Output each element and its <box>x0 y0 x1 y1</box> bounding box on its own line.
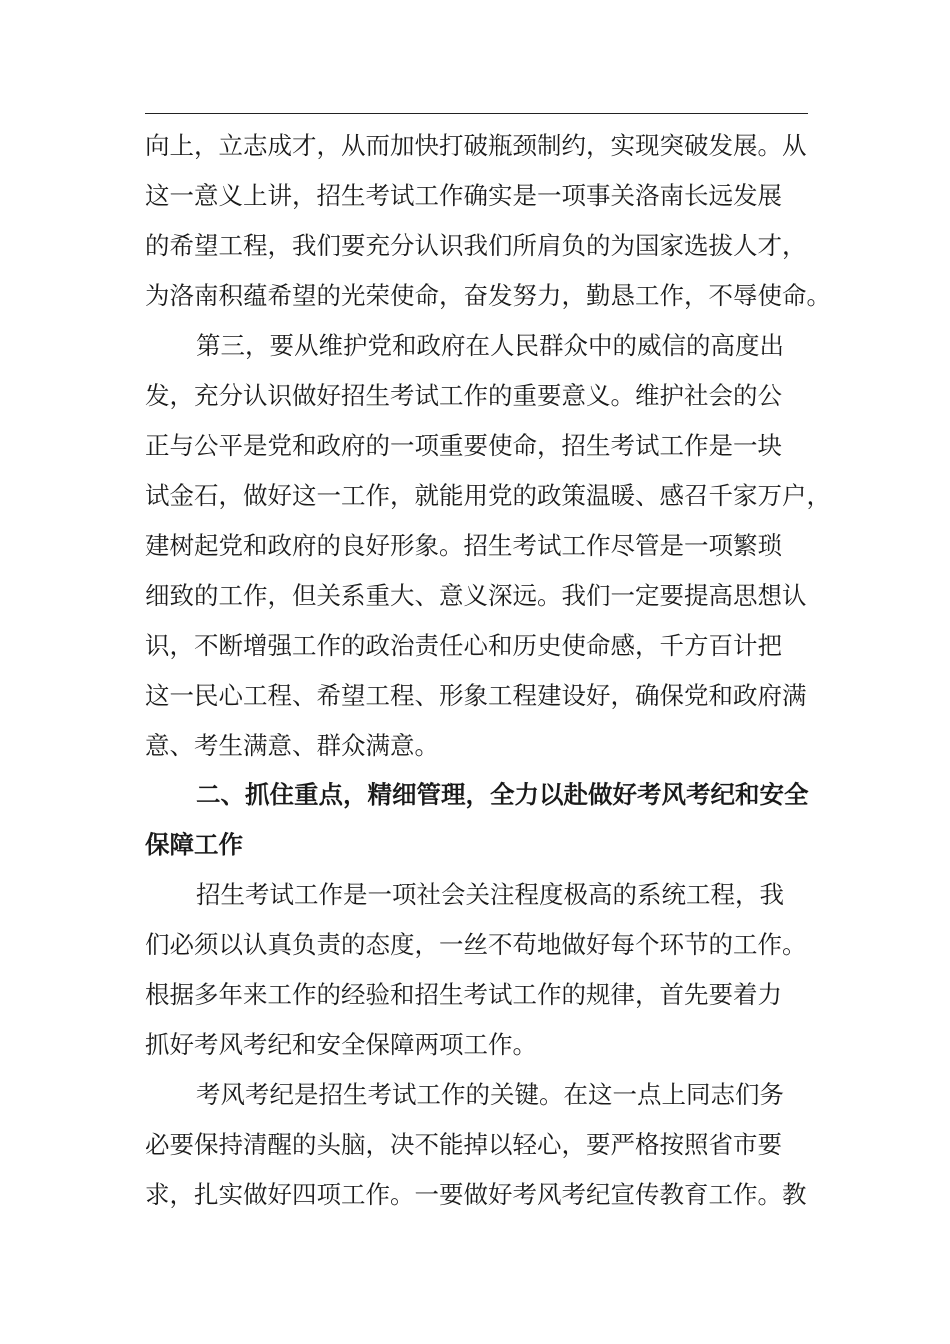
paragraph-first-line: 第三，要从维护党和政府在人民群众中的威信的高度出 <box>196 331 784 360</box>
paragraph-line: 为洛南积蕴希望的光荣使命，奋发努力，勤恳工作，不辱使命。 <box>145 281 831 310</box>
paragraph-line: 这一意义上讲，招生考试工作确实是一项事关洛南长远发展 <box>145 181 782 210</box>
paragraph-line: 的希望工程，我们要充分认识我们所肩负的为国家选拔人才， <box>145 231 807 260</box>
paragraph-line: 根据多年来工作的经验和招生考试工作的规律，首先要着力 <box>145 980 782 1009</box>
paragraph-line: 识，不断增强工作的政治责任心和历史使命感，千方百计把 <box>145 631 782 660</box>
paragraph-line: 建树起党和政府的良好形象。招生考试工作尽管是一项繁琐 <box>145 531 782 560</box>
paragraph-line: 细致的工作，但关系重大、意义深远。我们一定要提高思想认 <box>145 581 807 610</box>
paragraph-line: 们必须以认真负责的态度，一丝不苟地做好每个环节的工作。 <box>145 930 807 959</box>
paragraph-line: 正与公平是党和政府的一项重要使命，招生考试工作是一块 <box>145 431 782 460</box>
section-heading-continued: 保障工作 <box>145 830 243 859</box>
paragraph-line: 这一民心工程、希望工程、形象工程建设好，确保党和政府满 <box>145 681 807 710</box>
paragraph-first-line: 招生考试工作是一项社会关注程度极高的系统工程，我 <box>196 880 784 909</box>
paragraph-first-line: 考风考纪是招生考试工作的关键。在这一点上同志们务 <box>196 1080 784 1109</box>
paragraph-line: 求，扎实做好四项工作。一要做好考风考纪宣传教育工作。教 <box>145 1180 807 1209</box>
paragraph-line: 向上，立志成才，从而加快打破瓶颈制约，实现突破发展。从 <box>145 131 807 160</box>
paragraph-line: 意、考生满意、群众满意。 <box>145 731 439 760</box>
paragraph-line: 抓好考风考纪和安全保障两项工作。 <box>145 1030 537 1059</box>
paragraph-line: 必要保持清醒的头脑，决不能掉以轻心，要严格按照省市要 <box>145 1130 782 1159</box>
paragraph-line: 试金石，做好这一工作，就能用党的政策温暖、感召千家万户， <box>145 481 831 510</box>
section-heading: 二、抓住重点，精细管理，全力以赴做好考风考纪和安全 <box>196 780 809 809</box>
paragraph-line: 发，充分认识做好招生考试工作的重要意义。维护社会的公 <box>145 381 782 410</box>
header-rule <box>145 113 808 114</box>
